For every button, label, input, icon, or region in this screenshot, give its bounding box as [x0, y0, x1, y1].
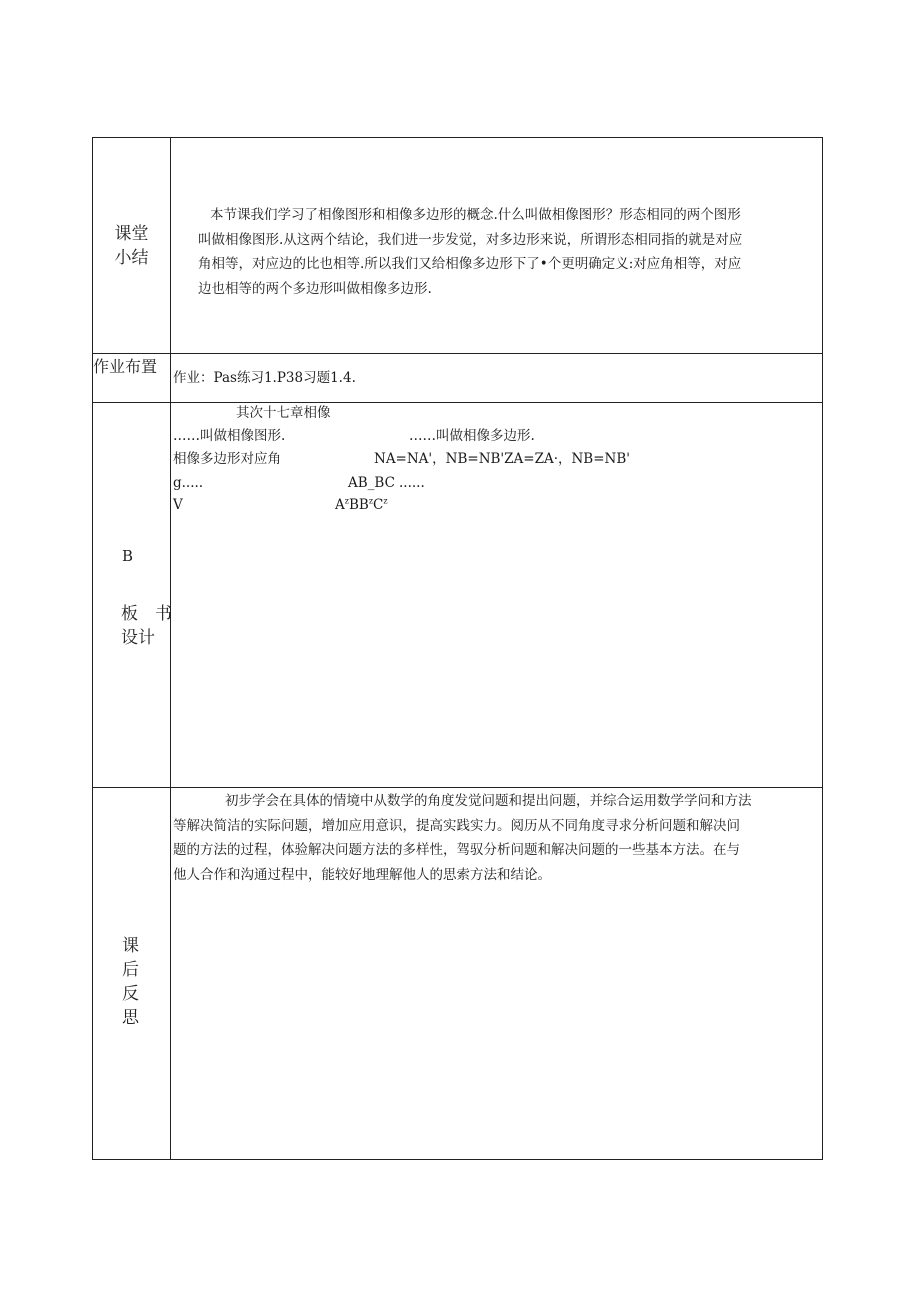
reflection-line-1: 初步学会在具体的情境中从数学的角度发觉问题和提出问题，并综合运用数学学问和方法	[225, 793, 752, 809]
summary-line-4: 边也相等的两个多边形叫做相像多边形.	[198, 280, 432, 297]
board-row4-sup1: z	[344, 496, 349, 506]
summary-label-line1: 课堂	[114, 224, 149, 244]
reflection-line-3: 题的方法的过程，体验解决问题方法的多样性，驾驭分析问题和解决问题的一些基本方法。在与	[173, 842, 740, 858]
board-def-left: ……叫做相像图形.	[173, 428, 286, 444]
reflection-line-4: 他人合作和沟通过程中，能较好地理解他人的思索方法和结论。	[173, 866, 551, 883]
reflection-label	[93, 934, 162, 1030]
summary-text	[198, 203, 742, 301]
board-row4-c: C	[373, 497, 384, 513]
homework-text: 作业：Pas练习1.P38习题1.4.	[173, 370, 356, 386]
board-row3-mid: AB_BC	[348, 475, 395, 491]
board-row4-formula	[335, 493, 388, 518]
summary-label	[93, 222, 170, 270]
row-divider-summary	[93, 353, 822, 354]
row-divider-board	[93, 787, 822, 788]
lesson-plan-table	[92, 137, 823, 1160]
summary-label-line2: 小结	[114, 248, 149, 268]
row-divider-homework	[93, 402, 822, 403]
board-label-b: B	[121, 547, 134, 565]
board-row4-sup2: z	[368, 496, 374, 506]
board-row4-left: V	[173, 497, 183, 513]
board-row3-left: g.....	[173, 475, 204, 491]
summary-line-1: 本节课我们学习了相像图形和相像多边形的概念.什么叫做相像图形？形态相同的两个图形	[210, 207, 741, 223]
reflection-label-char-3: 反	[122, 984, 139, 1004]
board-row3-right: ......	[399, 475, 425, 491]
board-row4-a: A	[335, 497, 345, 513]
reflection-label-char-2: 后	[122, 960, 139, 980]
board-prop-right: NA=NA'，NB=NB'ZA=ZA·，NB=NB'	[374, 451, 630, 467]
homework-label: 作业布置	[93, 357, 158, 376]
board-row4-sup3: z	[383, 496, 388, 506]
reflection-line-2: 等解决简洁的实际问题，增加应用意识，提高实践实力。阅历从不同角度寻求分析问题和解决问	[173, 817, 740, 834]
summary-line-3: 角相等，对应边的比也相等.所以我们又给相像多边形下了•个更明确定义:对应角相等，对应	[198, 256, 742, 272]
reflection-label-char-4: 思	[122, 1008, 139, 1028]
board-title: 其次十七章相像	[236, 405, 331, 421]
board-label-line1: 板 书	[121, 604, 172, 624]
reflection-label-char-1: 课	[122, 936, 139, 956]
reflection-text	[173, 789, 752, 887]
board-row4-bb: BB	[348, 497, 369, 513]
summary-line-2: 叫做相像图形.从这两个结论，我们进一步发觉，对多边形来说，所谓形态相同指的就是对应	[198, 231, 743, 248]
board-prop-left: 相像多边形对应角	[173, 451, 281, 467]
board-def-right: ……叫做相像多边形.	[409, 428, 535, 444]
board-label-line2: 设计	[121, 628, 155, 648]
